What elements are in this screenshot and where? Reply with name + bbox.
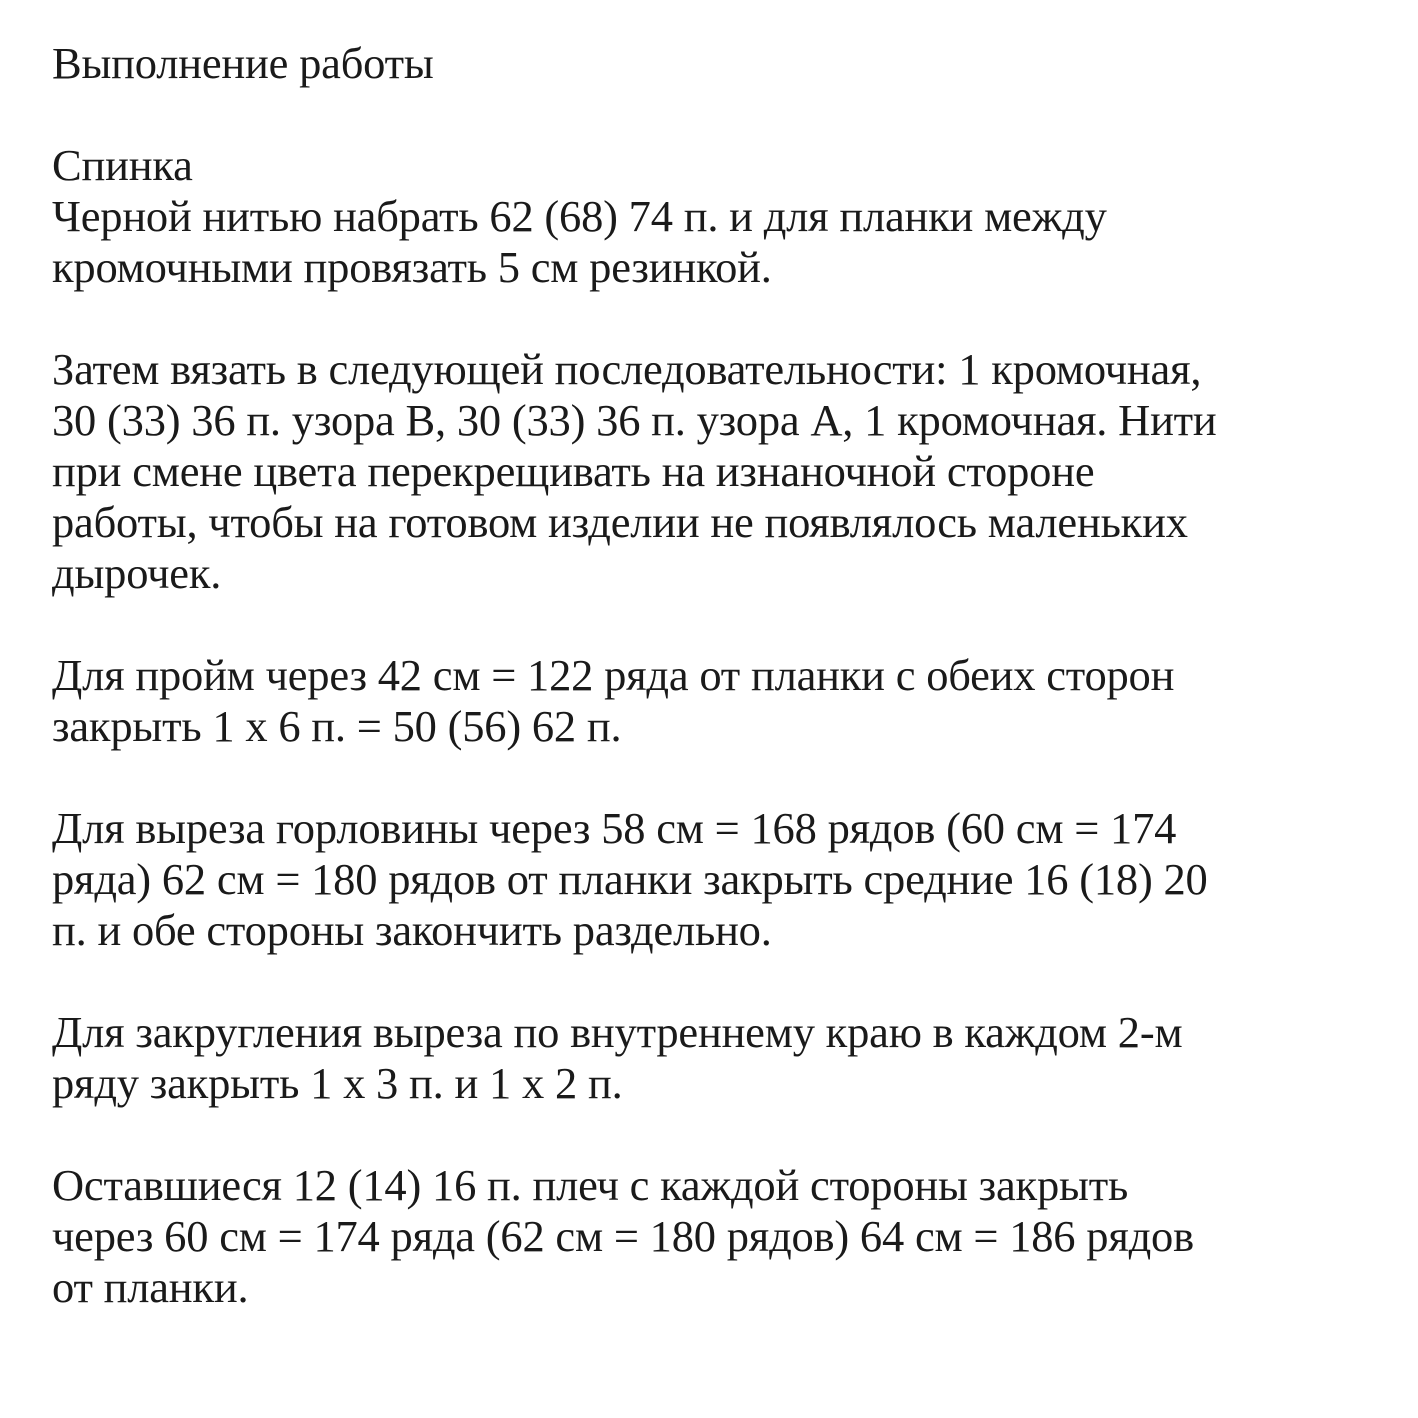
- paragraph-6-line-2: через 60 см = 174 ряда (62 см = 180 рядов) 64 см = 186 рядов: [52, 1211, 1194, 1261]
- paragraph-2-line-2: 30 (33) 36 п. узора B, 30 (33) 36 п. узора А, 1 кромочная. Нити: [52, 395, 1217, 445]
- paragraph-5-line-2: ряду закрыть 1 x 3 п. и 1 x 2 п.: [52, 1058, 623, 1108]
- document-page: [52, 38, 1382, 1364]
- title-text: Выполнение работы: [52, 38, 434, 88]
- paragraph-6: [52, 1160, 1382, 1313]
- paragraph-4-line-3: п. и обе стороны закончить раздельно.: [52, 905, 772, 955]
- paragraph-2-line-3: при смене цвета перекрещивать на изнаночной стороне: [52, 446, 1095, 496]
- paragraph-5-line-1: Для закругления выреза по внутреннему краю в каждом 2-м: [52, 1007, 1183, 1057]
- paragraph-4-line-1: Для выреза горловины через 58 см = 168 рядов (60 см = 174: [52, 803, 1177, 853]
- paragraph-2-line-4: работы, чтобы на готовом изделии не появлялось маленьких: [52, 497, 1188, 547]
- section-heading: Спинка: [52, 140, 193, 190]
- paragraph-3-line-2: закрыть 1 x 6 п. = 50 (56) 62 п.: [52, 701, 622, 751]
- paragraph-5: [52, 1007, 1382, 1109]
- paragraph-6-line-1: Оставшиеся 12 (14) 16 п. плеч с каждой стороны закрыть: [52, 1160, 1129, 1210]
- paragraph-6-line-3: от планки.: [52, 1262, 249, 1312]
- paragraph-2-line-1: Затем вязать в следующей последовательности: 1 кромочная,: [52, 344, 1202, 394]
- paragraph-1-line-1: Черной нитью набрать 62 (68) 74 п. и для планки между: [52, 191, 1107, 241]
- paragraph-4: [52, 803, 1382, 956]
- paragraph-3-line-1: Для пройм через 42 см = 122 ряда от планки с обеих сторон: [52, 650, 1175, 700]
- document-title: [52, 38, 1382, 89]
- paragraph-2-line-5: дырочек.: [52, 548, 222, 598]
- paragraph-1-line-2: кромочными провязать 5 см резинкой.: [52, 242, 772, 292]
- paragraph-4-line-2: ряда) 62 см = 180 рядов от планки закрыть средние 16 (18) 20: [52, 854, 1208, 904]
- section-back: [52, 140, 1382, 293]
- paragraph-3: [52, 650, 1382, 752]
- paragraph-2: [52, 344, 1382, 599]
